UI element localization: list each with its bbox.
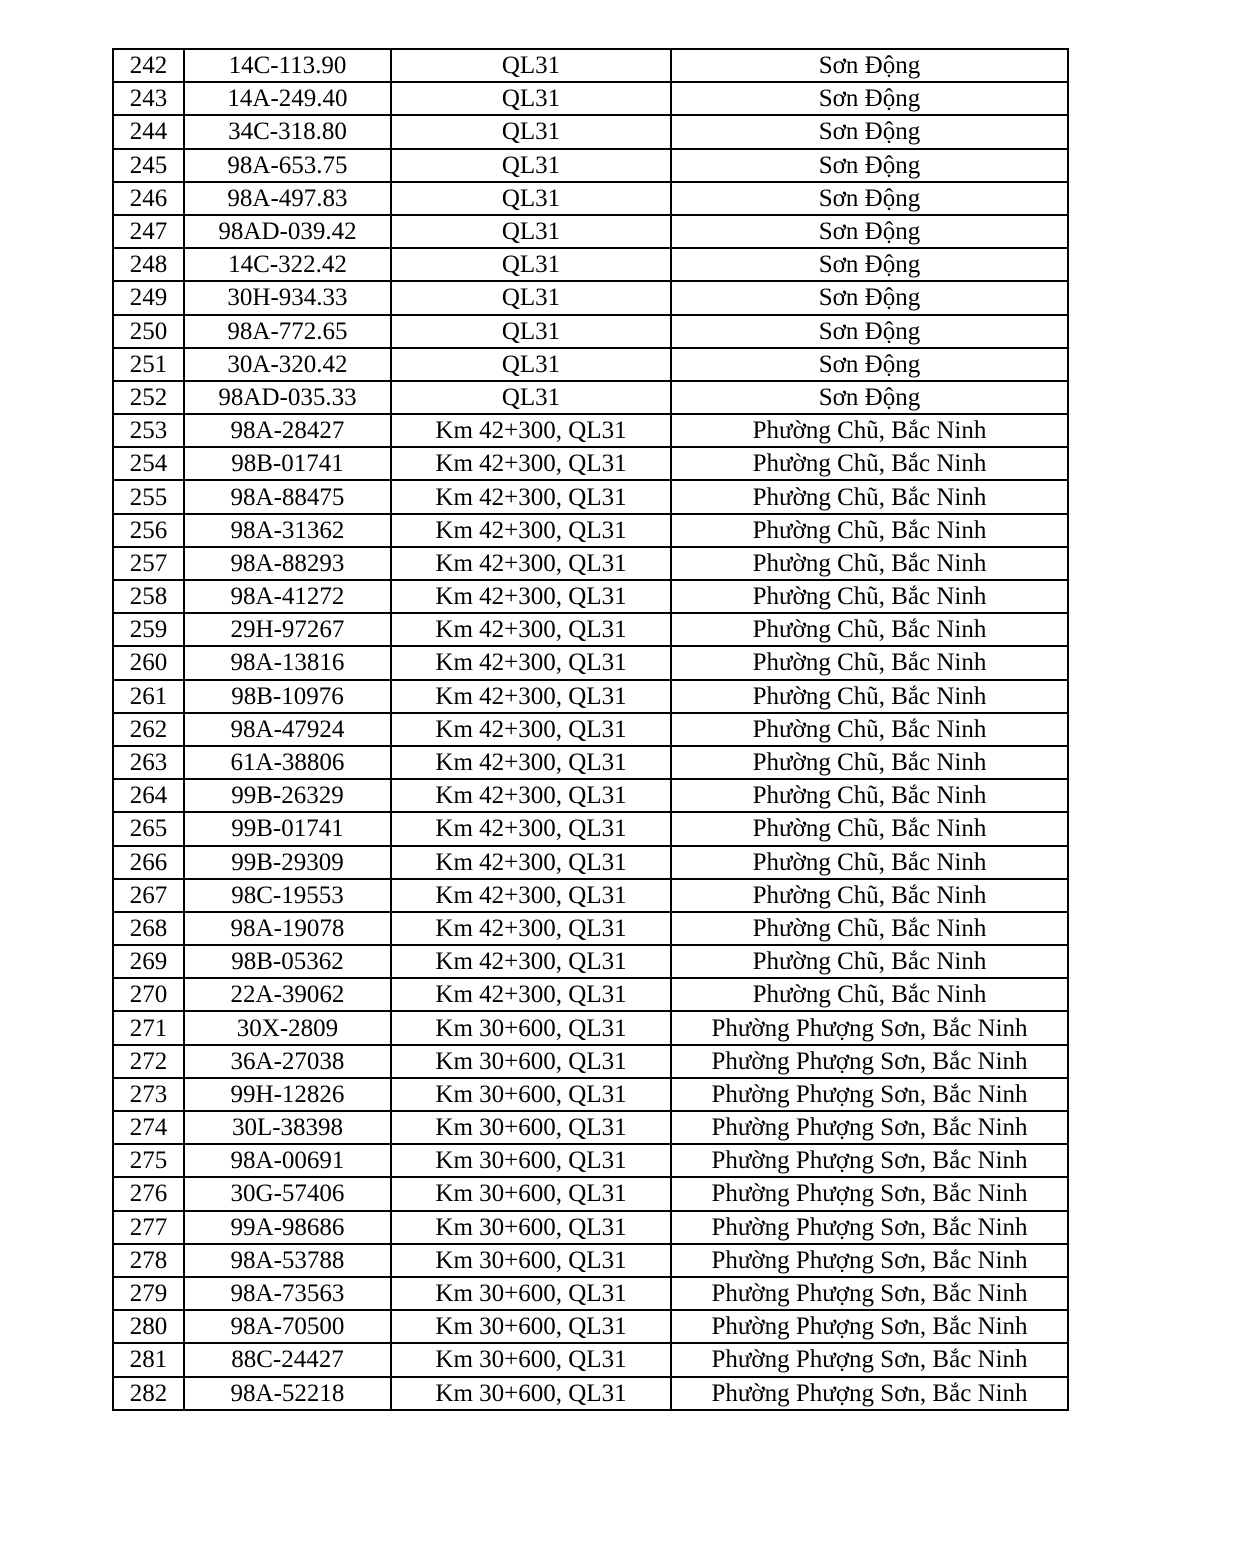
row-number-cell: 245	[113, 149, 184, 182]
plate-number-cell: 99A-98686	[184, 1211, 391, 1244]
row-number-cell: 269	[113, 945, 184, 978]
table-row	[113, 1377, 1068, 1410]
plate-number-cell: 98A-28427	[184, 414, 391, 447]
location-cell: Km 30+600, QL31	[391, 1343, 671, 1376]
table-row	[113, 1111, 1068, 1144]
plate-number-cell: 98C-19553	[184, 879, 391, 912]
table-row	[113, 1244, 1068, 1277]
plate-number-cell: 99B-26329	[184, 779, 391, 812]
plate-number-cell: 98A-19078	[184, 912, 391, 945]
plate-number-cell: 99B-01741	[184, 812, 391, 845]
location-cell: Km 30+600, QL31	[391, 1277, 671, 1310]
table-row	[113, 1045, 1068, 1078]
area-cell: Sơn Động	[671, 248, 1068, 281]
violations-table	[112, 48, 1069, 1411]
area-cell: Phường Phượng Sơn, Bắc Ninh	[671, 1078, 1068, 1111]
row-number-cell: 278	[113, 1244, 184, 1277]
plate-number-cell: 98A-13816	[184, 646, 391, 679]
row-number-cell: 259	[113, 613, 184, 646]
area-cell: Phường Chũ, Bắc Ninh	[671, 879, 1068, 912]
area-cell: Phường Phượng Sơn, Bắc Ninh	[671, 1310, 1068, 1343]
table-row	[113, 115, 1068, 148]
location-cell: QL31	[391, 182, 671, 215]
area-cell: Sơn Động	[671, 115, 1068, 148]
row-number-cell: 263	[113, 746, 184, 779]
plate-number-cell: 36A-27038	[184, 1045, 391, 1078]
plate-number-cell: 98A-41272	[184, 580, 391, 613]
row-number-cell: 276	[113, 1177, 184, 1210]
plate-number-cell: 29H-97267	[184, 613, 391, 646]
area-cell: Phường Chũ, Bắc Ninh	[671, 812, 1068, 845]
plate-number-cell: 98A-47924	[184, 713, 391, 746]
plate-number-cell: 98A-772.65	[184, 315, 391, 348]
area-cell: Sơn Động	[671, 281, 1068, 314]
plate-number-cell: 34C-318.80	[184, 115, 391, 148]
table-row	[113, 215, 1068, 248]
location-cell: Km 42+300, QL31	[391, 812, 671, 845]
plate-number-cell: 98A-653.75	[184, 149, 391, 182]
area-cell: Phường Phượng Sơn, Bắc Ninh	[671, 1343, 1068, 1376]
area-cell: Phường Phượng Sơn, Bắc Ninh	[671, 1045, 1068, 1078]
row-number-cell: 267	[113, 879, 184, 912]
row-number-cell: 253	[113, 414, 184, 447]
row-number-cell: 266	[113, 846, 184, 879]
row-number-cell: 251	[113, 348, 184, 381]
table-row	[113, 1177, 1068, 1210]
plate-number-cell: 30A-320.42	[184, 348, 391, 381]
row-number-cell: 280	[113, 1310, 184, 1343]
location-cell: Km 42+300, QL31	[391, 547, 671, 580]
plate-number-cell: 14C-113.90	[184, 49, 391, 82]
plate-number-cell: 98A-88293	[184, 547, 391, 580]
plate-number-cell: 98B-10976	[184, 680, 391, 713]
location-cell: QL31	[391, 149, 671, 182]
row-number-cell: 282	[113, 1377, 184, 1410]
location-cell: Km 42+300, QL31	[391, 514, 671, 547]
area-cell: Phường Chũ, Bắc Ninh	[671, 746, 1068, 779]
plate-number-cell: 61A-38806	[184, 746, 391, 779]
plate-number-cell: 88C-24427	[184, 1343, 391, 1376]
location-cell: QL31	[391, 315, 671, 348]
plate-number-cell: 98B-01741	[184, 447, 391, 480]
row-number-cell: 279	[113, 1277, 184, 1310]
plate-number-cell: 98A-00691	[184, 1144, 391, 1177]
area-cell: Phường Phượng Sơn, Bắc Ninh	[671, 1277, 1068, 1310]
row-number-cell: 248	[113, 248, 184, 281]
plate-number-cell: 98A-52218	[184, 1377, 391, 1410]
area-cell: Phường Phượng Sơn, Bắc Ninh	[671, 1211, 1068, 1244]
table-row	[113, 1011, 1068, 1044]
row-number-cell: 277	[113, 1211, 184, 1244]
row-number-cell: 247	[113, 215, 184, 248]
area-cell: Phường Chũ, Bắc Ninh	[671, 713, 1068, 746]
location-cell: QL31	[391, 115, 671, 148]
location-cell: Km 30+600, QL31	[391, 1377, 671, 1410]
location-cell: QL31	[391, 49, 671, 82]
row-number-cell: 243	[113, 82, 184, 115]
table-row	[113, 1078, 1068, 1111]
table-row	[113, 1277, 1068, 1310]
table-row	[113, 680, 1068, 713]
row-number-cell: 261	[113, 680, 184, 713]
location-cell: Km 42+300, QL31	[391, 680, 671, 713]
area-cell: Phường Phượng Sơn, Bắc Ninh	[671, 1144, 1068, 1177]
table-row	[113, 281, 1068, 314]
row-number-cell: 254	[113, 447, 184, 480]
plate-number-cell: 98AD-035.33	[184, 381, 391, 414]
plate-number-cell: 98A-70500	[184, 1310, 391, 1343]
table-row	[113, 646, 1068, 679]
area-cell: Sơn Động	[671, 348, 1068, 381]
table-row	[113, 945, 1068, 978]
table-row	[113, 480, 1068, 513]
location-cell: Km 42+300, QL31	[391, 879, 671, 912]
row-number-cell: 256	[113, 514, 184, 547]
table-row	[113, 580, 1068, 613]
row-number-cell: 274	[113, 1111, 184, 1144]
location-cell: Km 42+300, QL31	[391, 414, 671, 447]
table-row	[113, 348, 1068, 381]
table-row	[113, 1144, 1068, 1177]
location-cell: Km 30+600, QL31	[391, 1011, 671, 1044]
area-cell: Phường Chũ, Bắc Ninh	[671, 447, 1068, 480]
location-cell: Km 42+300, QL31	[391, 480, 671, 513]
plate-number-cell: 30G-57406	[184, 1177, 391, 1210]
location-cell: Km 42+300, QL31	[391, 447, 671, 480]
row-number-cell: 268	[113, 912, 184, 945]
table-row	[113, 879, 1068, 912]
plate-number-cell: 99B-29309	[184, 846, 391, 879]
table-row	[113, 846, 1068, 879]
plate-number-cell: 98AD-039.42	[184, 215, 391, 248]
location-cell: Km 30+600, QL31	[391, 1244, 671, 1277]
area-cell: Sơn Động	[671, 381, 1068, 414]
table-row	[113, 447, 1068, 480]
table-row	[113, 912, 1068, 945]
table-row	[113, 1343, 1068, 1376]
row-number-cell: 242	[113, 49, 184, 82]
table-row	[113, 547, 1068, 580]
plate-number-cell: 14A-249.40	[184, 82, 391, 115]
area-cell: Phường Phượng Sơn, Bắc Ninh	[671, 1111, 1068, 1144]
row-number-cell: 258	[113, 580, 184, 613]
plate-number-cell: 98A-53788	[184, 1244, 391, 1277]
plate-number-cell: 98A-73563	[184, 1277, 391, 1310]
area-cell: Phường Phượng Sơn, Bắc Ninh	[671, 1011, 1068, 1044]
area-cell: Phường Chũ, Bắc Ninh	[671, 580, 1068, 613]
plate-number-cell: 30H-934.33	[184, 281, 391, 314]
table-row	[113, 1211, 1068, 1244]
area-cell: Phường Chũ, Bắc Ninh	[671, 912, 1068, 945]
table-row	[113, 248, 1068, 281]
table-row	[113, 381, 1068, 414]
location-cell: Km 42+300, QL31	[391, 613, 671, 646]
table-row	[113, 149, 1068, 182]
row-number-cell: 264	[113, 779, 184, 812]
row-number-cell: 262	[113, 713, 184, 746]
plate-number-cell: 98B-05362	[184, 945, 391, 978]
row-number-cell: 275	[113, 1144, 184, 1177]
area-cell: Phường Phượng Sơn, Bắc Ninh	[671, 1177, 1068, 1210]
location-cell: Km 42+300, QL31	[391, 846, 671, 879]
location-cell: Km 42+300, QL31	[391, 912, 671, 945]
row-number-cell: 250	[113, 315, 184, 348]
area-cell: Phường Chũ, Bắc Ninh	[671, 414, 1068, 447]
row-number-cell: 273	[113, 1078, 184, 1111]
plate-number-cell: 30L-38398	[184, 1111, 391, 1144]
location-cell: Km 42+300, QL31	[391, 945, 671, 978]
row-number-cell: 265	[113, 812, 184, 845]
table-row	[113, 779, 1068, 812]
table-row	[113, 746, 1068, 779]
table-row	[113, 82, 1068, 115]
area-cell: Phường Chũ, Bắc Ninh	[671, 978, 1068, 1011]
location-cell: Km 30+600, QL31	[391, 1211, 671, 1244]
plate-number-cell: 14C-322.42	[184, 248, 391, 281]
plate-number-cell: 98A-31362	[184, 514, 391, 547]
location-cell: Km 30+600, QL31	[391, 1310, 671, 1343]
row-number-cell: 257	[113, 547, 184, 580]
table-body	[113, 49, 1068, 1410]
area-cell: Phường Chũ, Bắc Ninh	[671, 646, 1068, 679]
table-row	[113, 613, 1068, 646]
table-row	[113, 414, 1068, 447]
area-cell: Sơn Động	[671, 149, 1068, 182]
row-number-cell: 249	[113, 281, 184, 314]
area-cell: Sơn Động	[671, 315, 1068, 348]
row-number-cell: 271	[113, 1011, 184, 1044]
plate-number-cell: 98A-88475	[184, 480, 391, 513]
table-row	[113, 514, 1068, 547]
table-row	[113, 1310, 1068, 1343]
location-cell: QL31	[391, 82, 671, 115]
location-cell: Km 42+300, QL31	[391, 978, 671, 1011]
area-cell: Phường Chũ, Bắc Ninh	[671, 846, 1068, 879]
row-number-cell: 272	[113, 1045, 184, 1078]
row-number-cell: 252	[113, 381, 184, 414]
row-number-cell: 255	[113, 480, 184, 513]
location-cell: QL31	[391, 281, 671, 314]
area-cell: Sơn Động	[671, 82, 1068, 115]
table-row	[113, 182, 1068, 215]
area-cell: Sơn Động	[671, 182, 1068, 215]
area-cell: Phường Chũ, Bắc Ninh	[671, 945, 1068, 978]
area-cell: Phường Chũ, Bắc Ninh	[671, 547, 1068, 580]
table-row	[113, 315, 1068, 348]
location-cell: Km 42+300, QL31	[391, 713, 671, 746]
row-number-cell: 281	[113, 1343, 184, 1376]
location-cell: QL31	[391, 248, 671, 281]
area-cell: Phường Chũ, Bắc Ninh	[671, 680, 1068, 713]
plate-number-cell: 30X-2809	[184, 1011, 391, 1044]
location-cell: Km 30+600, QL31	[391, 1177, 671, 1210]
table-row	[113, 812, 1068, 845]
location-cell: QL31	[391, 348, 671, 381]
row-number-cell: 244	[113, 115, 184, 148]
area-cell: Phường Chũ, Bắc Ninh	[671, 779, 1068, 812]
row-number-cell: 270	[113, 978, 184, 1011]
location-cell: Km 30+600, QL31	[391, 1144, 671, 1177]
area-cell: Phường Chũ, Bắc Ninh	[671, 514, 1068, 547]
area-cell: Sơn Động	[671, 215, 1068, 248]
plate-number-cell: 22A-39062	[184, 978, 391, 1011]
location-cell: Km 42+300, QL31	[391, 746, 671, 779]
area-cell: Phường Chũ, Bắc Ninh	[671, 613, 1068, 646]
location-cell: Km 42+300, QL31	[391, 779, 671, 812]
location-cell: Km 30+600, QL31	[391, 1078, 671, 1111]
row-number-cell: 246	[113, 182, 184, 215]
plate-number-cell: 98A-497.83	[184, 182, 391, 215]
plate-number-cell: 99H-12826	[184, 1078, 391, 1111]
row-number-cell: 260	[113, 646, 184, 679]
table-row	[113, 978, 1068, 1011]
area-cell: Phường Phượng Sơn, Bắc Ninh	[671, 1377, 1068, 1410]
location-cell: QL31	[391, 381, 671, 414]
area-cell: Phường Chũ, Bắc Ninh	[671, 480, 1068, 513]
table-row	[113, 49, 1068, 82]
area-cell: Phường Phượng Sơn, Bắc Ninh	[671, 1244, 1068, 1277]
table-row	[113, 713, 1068, 746]
location-cell: Km 42+300, QL31	[391, 580, 671, 613]
location-cell: Km 42+300, QL31	[391, 646, 671, 679]
location-cell: Km 30+600, QL31	[391, 1111, 671, 1144]
location-cell: Km 30+600, QL31	[391, 1045, 671, 1078]
area-cell: Sơn Động	[671, 49, 1068, 82]
location-cell: QL31	[391, 215, 671, 248]
